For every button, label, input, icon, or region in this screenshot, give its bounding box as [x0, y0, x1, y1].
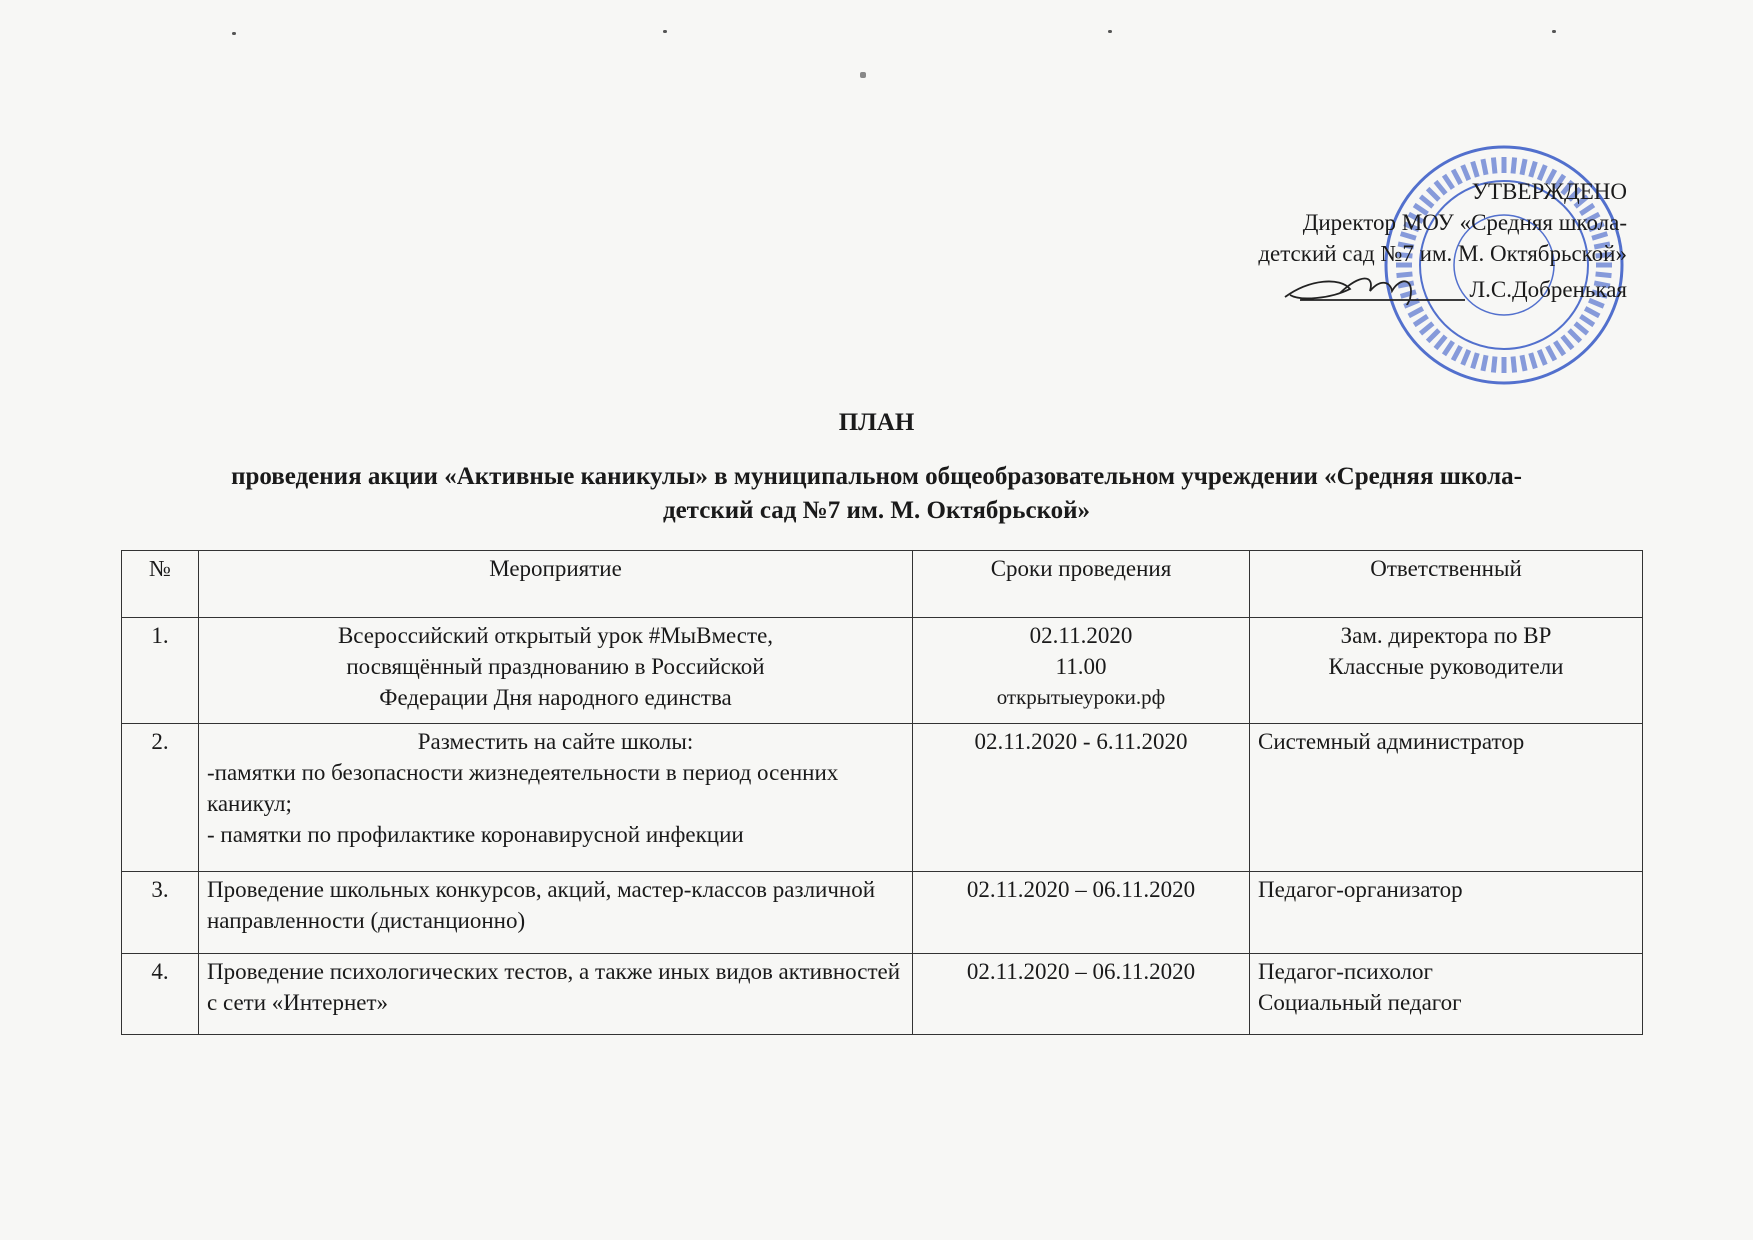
row-num: 2. [122, 724, 199, 872]
event-line: - памятки по профилактике коронавирусной инфекции [207, 822, 744, 847]
table-row [122, 954, 1643, 1035]
table-row [122, 618, 1643, 724]
plan-table [121, 550, 1643, 1035]
event-line: -памятки по безопасности жизнедеятельности в период осенних каникул; [207, 760, 839, 816]
responsible-line: Педагог-психолог [1258, 959, 1433, 984]
row-num: 4. [122, 954, 199, 1035]
row-num: 3. [122, 872, 199, 954]
event-line: Разместить на сайте школы: [417, 729, 694, 754]
event-line: посвящённый празднованию в Российской [346, 654, 765, 679]
stamp-glyph-mark [1562, 336, 1572, 348]
stamp-glyph-mark [1531, 353, 1536, 368]
scan-speck [860, 72, 866, 78]
row-responsible: Системный администратор [1250, 724, 1643, 872]
stamp-glyph-mark [1444, 341, 1453, 354]
header-dates: Сроки проведения [913, 551, 1250, 618]
row-responsible [1250, 954, 1643, 1035]
stamp-glyph-mark [1421, 323, 1433, 333]
approval-heading: УТВЕРЖДЕНО [1471, 179, 1627, 204]
signer-name: Л.С.Добренькая [1469, 277, 1627, 302]
stamp-glyph-mark [1483, 159, 1486, 175]
stamp-glyph-mark [1409, 308, 1423, 316]
row-num: 1. [122, 618, 199, 724]
responsible-line: Классные руководители [1328, 654, 1564, 679]
document-title: ПЛАН [838, 409, 915, 436]
header-responsible: Ответственный [1250, 551, 1643, 618]
table-row [122, 724, 1643, 872]
website-line: открытыеуроки.рф [996, 685, 1166, 709]
stamp-glyph-mark [1473, 353, 1478, 368]
approval-line-1: Директор МОУ «Средняя школа- [1302, 210, 1627, 235]
row-event [199, 724, 913, 872]
stamp-glyph-mark [1547, 346, 1555, 360]
subtitle-line-2: детский сад №7 им. М. Октябрьской» [662, 497, 1091, 524]
row-responsible: Педагог-организатор [1250, 872, 1643, 954]
row-dates: 02.11.2020 - 6.11.2020 [913, 724, 1250, 872]
row-dates [913, 618, 1250, 724]
row-responsible [1250, 618, 1643, 724]
stamp-glyph-mark [1539, 350, 1545, 365]
table-row [122, 872, 1643, 954]
responsible-line: Зам. директора по ВР [1340, 623, 1552, 648]
stamp-glyph-mark [1555, 341, 1564, 354]
row-dates: 02.11.2020 – 06.11.2020 [913, 954, 1250, 1035]
scan-speck [1108, 30, 1112, 33]
stamp-glyph-mark [1522, 355, 1525, 371]
stamp-glyph-mark [1569, 330, 1580, 341]
stamp-glyph-mark [1473, 162, 1478, 177]
row-dates: 02.11.2020 – 06.11.2020 [913, 872, 1250, 954]
stamp-glyph-mark [1493, 357, 1495, 373]
signature-line [1280, 269, 1627, 305]
header-num: № [122, 551, 199, 618]
responsible-line: Социальный педагог [1258, 990, 1462, 1015]
header-event: Мероприятие [199, 551, 913, 618]
subtitle-line-1: проведения акции «Активные каникулы» в муниципальном общеобразовательном учреждении «Средняя школа- [231, 463, 1522, 490]
stamp-glyph-mark [1513, 357, 1515, 373]
date-line: 02.11.2020 [1029, 623, 1133, 648]
stamp-glyph-mark [1435, 336, 1445, 348]
table-header [122, 551, 1643, 618]
row-event [199, 618, 913, 724]
row-event: Проведение психологических тестов, а также иных видов активностей с сети «Интернет» [199, 954, 913, 1035]
stamp-glyph-mark [1585, 308, 1599, 316]
stamp-glyph-mark [1483, 355, 1486, 371]
event-line: Всероссийский открытый урок #МыВместе, [337, 623, 774, 648]
stamp-glyph-mark [1414, 316, 1427, 325]
signature [1280, 269, 1470, 305]
stamp-glyph-mark [1463, 350, 1469, 365]
document-subtitle [10, 460, 1743, 528]
scan-speck [232, 32, 236, 35]
stamp-glyph-mark [1453, 346, 1461, 360]
stamp-glyph-mark [1575, 323, 1587, 333]
stamp-glyph-mark [1580, 316, 1593, 325]
stamp-glyph-mark [1531, 162, 1536, 177]
stamp-glyph-mark [1513, 158, 1515, 174]
approval-line-2: детский сад №7 им. М. Октябрьской» [1258, 241, 1627, 266]
row-event: Проведение школьных конкурсов, акций, мастер-классов различной направленности (дистанционно) [199, 872, 913, 954]
stamp-glyph-mark [1493, 158, 1495, 174]
approval-block [1258, 176, 1627, 305]
scan-speck [663, 30, 667, 33]
time-line: 11.00 [1055, 654, 1107, 679]
stamp-glyph-mark [1428, 330, 1439, 341]
scan-speck [1552, 30, 1556, 33]
event-line: Федерации Дня народного единства [379, 685, 732, 710]
stamp-glyph-mark [1522, 159, 1525, 175]
